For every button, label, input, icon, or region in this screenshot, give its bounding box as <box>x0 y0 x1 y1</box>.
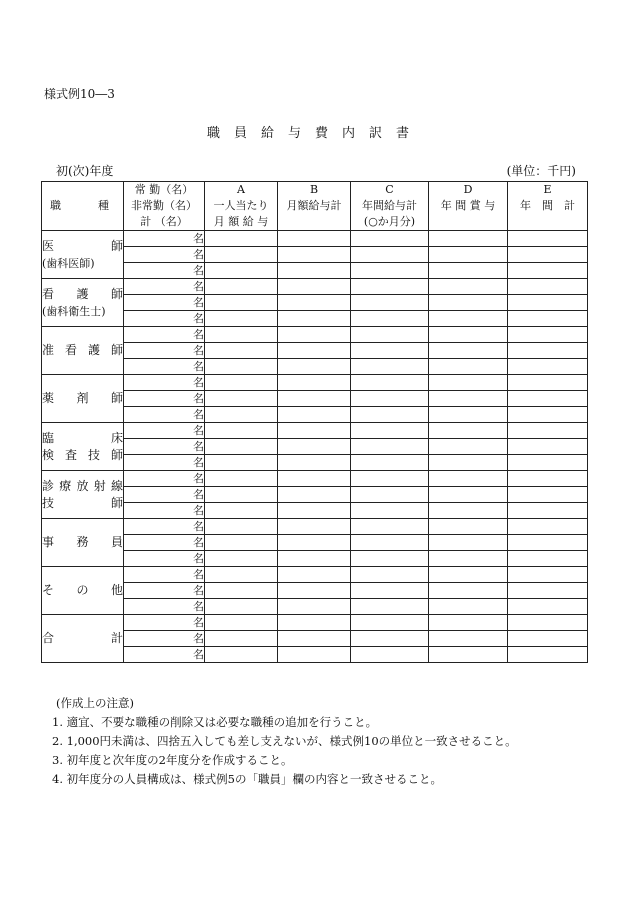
note-item: 3. 初年度と次年度の2年度分を作成すること。 <box>52 753 293 767</box>
amount-cell[interactable] <box>278 567 351 583</box>
table-row <box>42 295 588 311</box>
amount-cell[interactable] <box>508 231 588 247</box>
amount-cell[interactable] <box>429 615 508 631</box>
staff-count-cell[interactable]: 名 <box>124 423 205 439</box>
staff-count-cell[interactable]: 名 <box>124 375 205 391</box>
staff-count-cell[interactable]: 名 <box>124 311 205 327</box>
staff-count-cell[interactable]: 名 <box>124 487 205 503</box>
amount-cell[interactable] <box>351 375 429 391</box>
amount-cell[interactable] <box>278 423 351 439</box>
amount-cell[interactable] <box>508 407 588 423</box>
column-a-header: A 一人当たり 月 額 給 与 <box>205 182 278 231</box>
staff-count-cell[interactable]: 名 <box>124 407 205 423</box>
amount-cell[interactable] <box>351 439 429 455</box>
job-type-header: 職 種 <box>42 182 124 231</box>
job-type-cell: 合 計 <box>42 615 124 663</box>
column-c-header: C 年間給与計 (○か月分) <box>351 182 429 231</box>
amount-cell[interactable] <box>205 583 278 599</box>
amount-cell[interactable] <box>205 519 278 535</box>
staff-count-cell[interactable]: 名 <box>124 263 205 279</box>
note-item: 4. 初年度分の人員構成は、様式例5の「職員」欄の内容と一致させること。 <box>52 772 442 786</box>
amount-cell[interactable] <box>205 631 278 647</box>
page-title: 職員給与費内訳書 <box>206 126 423 141</box>
amount-cell[interactable] <box>508 263 588 279</box>
notes-section <box>48 694 517 789</box>
job-type-cell: 臨 床 検 査 技 師 <box>42 423 124 471</box>
amount-cell[interactable] <box>205 375 278 391</box>
amount-cell[interactable] <box>278 455 351 471</box>
table-row <box>42 279 588 295</box>
amount-cell[interactable] <box>429 455 508 471</box>
amount-cell[interactable] <box>508 247 588 263</box>
amount-cell[interactable] <box>508 567 588 583</box>
amount-cell[interactable] <box>278 471 351 487</box>
amount-cell[interactable] <box>429 343 508 359</box>
staff-count-cell[interactable]: 名 <box>124 471 205 487</box>
amount-cell[interactable] <box>278 615 351 631</box>
unit-label: (単位：千円) <box>506 164 576 178</box>
amount-cell[interactable] <box>278 375 351 391</box>
job-type-cell: 事 務 員 <box>42 519 124 567</box>
amount-cell[interactable] <box>508 439 588 455</box>
table-row <box>42 647 588 663</box>
table-row <box>42 247 588 263</box>
amount-cell[interactable] <box>205 471 278 487</box>
amount-cell[interactable] <box>508 343 588 359</box>
amount-cell[interactable] <box>278 503 351 519</box>
amount-cell[interactable] <box>429 519 508 535</box>
amount-cell[interactable] <box>508 599 588 615</box>
table-body <box>42 231 588 663</box>
table-row <box>42 327 588 343</box>
amount-cell[interactable] <box>351 327 429 343</box>
table-row <box>42 439 588 455</box>
amount-cell[interactable] <box>508 311 588 327</box>
table-row <box>42 631 588 647</box>
column-d-header: D 年 間 賞 与 <box>429 182 508 231</box>
amount-cell[interactable] <box>351 583 429 599</box>
amount-cell[interactable] <box>508 487 588 503</box>
amount-cell[interactable] <box>429 471 508 487</box>
amount-cell[interactable] <box>351 535 429 551</box>
table-row <box>42 359 588 375</box>
amount-cell[interactable] <box>351 567 429 583</box>
amount-cell[interactable] <box>429 247 508 263</box>
amount-cell[interactable] <box>429 359 508 375</box>
table-row <box>42 311 588 327</box>
amount-cell[interactable] <box>205 647 278 663</box>
amount-cell[interactable] <box>278 647 351 663</box>
table-row <box>42 519 588 535</box>
table-row <box>42 423 588 439</box>
note-item: 1. 適宜、不要な職種の削除又は必要な職種の追加を行うこと。 <box>52 715 378 729</box>
staff-count-cell[interactable]: 名 <box>124 599 205 615</box>
amount-cell[interactable] <box>205 343 278 359</box>
amount-cell[interactable] <box>205 295 278 311</box>
amount-cell[interactable] <box>351 279 429 295</box>
amount-cell[interactable] <box>429 583 508 599</box>
staff-count-cell[interactable]: 名 <box>124 583 205 599</box>
amount-cell[interactable] <box>508 519 588 535</box>
staff-count-cell[interactable]: 名 <box>124 631 205 647</box>
amount-cell[interactable] <box>429 487 508 503</box>
amount-cell[interactable] <box>278 359 351 375</box>
staff-count-header: 常 勤（名） 非常勤（名） 計 （名） <box>124 182 205 231</box>
staff-count-cell[interactable]: 名 <box>124 279 205 295</box>
table-row <box>42 535 588 551</box>
amount-cell[interactable] <box>205 439 278 455</box>
staff-count-cell[interactable]: 名 <box>124 647 205 663</box>
amount-cell[interactable] <box>508 455 588 471</box>
amount-cell[interactable] <box>508 583 588 599</box>
amount-cell[interactable] <box>205 231 278 247</box>
amount-cell[interactable] <box>351 263 429 279</box>
amount-cell[interactable] <box>205 567 278 583</box>
staff-count-cell[interactable]: 名 <box>124 439 205 455</box>
table-row <box>42 487 588 503</box>
amount-cell[interactable] <box>429 439 508 455</box>
amount-cell[interactable] <box>429 599 508 615</box>
table-header-row <box>42 182 588 231</box>
amount-cell[interactable] <box>429 647 508 663</box>
staff-count-cell[interactable]: 名 <box>124 535 205 551</box>
amount-cell[interactable] <box>278 311 351 327</box>
amount-cell[interactable] <box>508 503 588 519</box>
amount-cell[interactable] <box>351 231 429 247</box>
amount-cell[interactable] <box>351 503 429 519</box>
form-id: 様式例10―3 <box>44 87 115 101</box>
staff-count-cell[interactable]: 名 <box>124 327 205 343</box>
salary-breakdown-table <box>41 181 588 663</box>
amount-cell[interactable] <box>351 423 429 439</box>
table-row <box>42 503 588 519</box>
amount-cell[interactable] <box>205 599 278 615</box>
amount-cell[interactable] <box>278 599 351 615</box>
staff-count-cell[interactable]: 名 <box>124 455 205 471</box>
job-type-cell: 診 療 放 射 線 技 師 <box>42 471 124 519</box>
staff-count-cell[interactable]: 名 <box>124 343 205 359</box>
amount-cell[interactable] <box>429 407 508 423</box>
table-row <box>42 599 588 615</box>
staff-count-cell[interactable]: 名 <box>124 247 205 263</box>
amount-cell[interactable] <box>278 487 351 503</box>
amount-cell[interactable] <box>351 455 429 471</box>
table-row <box>42 583 588 599</box>
amount-cell[interactable] <box>205 615 278 631</box>
amount-cell[interactable] <box>429 311 508 327</box>
amount-cell[interactable] <box>351 391 429 407</box>
amount-cell[interactable] <box>205 455 278 471</box>
job-type-cell: 准 看 護 師 <box>42 327 124 375</box>
amount-cell[interactable] <box>508 279 588 295</box>
amount-cell[interactable] <box>429 535 508 551</box>
amount-cell[interactable] <box>278 439 351 455</box>
amount-cell[interactable] <box>429 375 508 391</box>
amount-cell[interactable] <box>351 647 429 663</box>
amount-cell[interactable] <box>278 631 351 647</box>
amount-cell[interactable] <box>351 615 429 631</box>
amount-cell[interactable] <box>205 359 278 375</box>
amount-cell[interactable] <box>278 519 351 535</box>
amount-cell[interactable] <box>429 295 508 311</box>
amount-cell[interactable] <box>508 327 588 343</box>
amount-cell[interactable] <box>205 391 278 407</box>
table-row <box>42 471 588 487</box>
job-type-cell: 看 護 師 (歯科衛生士) <box>42 279 124 327</box>
column-b-header: B 月額給与計 <box>278 182 351 231</box>
job-type-cell: 薬 剤 師 <box>42 375 124 423</box>
amount-cell[interactable] <box>508 615 588 631</box>
amount-cell[interactable] <box>205 263 278 279</box>
amount-cell[interactable] <box>429 327 508 343</box>
amount-cell[interactable] <box>508 471 588 487</box>
table-row <box>42 407 588 423</box>
amount-cell[interactable] <box>278 231 351 247</box>
amount-cell[interactable] <box>429 263 508 279</box>
note-item: 2. 1,000円未満は、四捨五入しても差し支えないが、様式例10の単位と一致させること。 <box>52 734 517 748</box>
amount-cell[interactable] <box>205 503 278 519</box>
amount-cell[interactable] <box>351 359 429 375</box>
job-type-cell: そ の 他 <box>42 567 124 615</box>
amount-cell[interactable] <box>205 327 278 343</box>
amount-cell[interactable] <box>508 359 588 375</box>
amount-cell[interactable] <box>508 551 588 567</box>
amount-cell[interactable] <box>351 247 429 263</box>
amount-cell[interactable] <box>278 391 351 407</box>
staff-count-cell[interactable]: 名 <box>124 615 205 631</box>
amount-cell[interactable] <box>351 311 429 327</box>
amount-cell[interactable] <box>429 503 508 519</box>
amount-cell[interactable] <box>278 327 351 343</box>
amount-cell[interactable] <box>429 631 508 647</box>
table-row <box>42 391 588 407</box>
table-row <box>42 263 588 279</box>
table-row <box>42 231 588 247</box>
amount-cell[interactable] <box>205 551 278 567</box>
amount-cell[interactable] <box>205 279 278 295</box>
amount-cell[interactable] <box>508 647 588 663</box>
amount-cell[interactable] <box>429 423 508 439</box>
amount-cell[interactable] <box>278 247 351 263</box>
amount-cell[interactable] <box>508 535 588 551</box>
amount-cell[interactable] <box>278 535 351 551</box>
amount-cell[interactable] <box>351 599 429 615</box>
amount-cell[interactable] <box>508 391 588 407</box>
staff-count-cell[interactable]: 名 <box>124 551 205 567</box>
amount-cell[interactable] <box>278 343 351 359</box>
amount-cell[interactable] <box>429 567 508 583</box>
amount-cell[interactable] <box>508 375 588 391</box>
table-row <box>42 375 588 391</box>
table-row <box>42 615 588 631</box>
staff-count-cell[interactable]: 名 <box>124 503 205 519</box>
table-row <box>42 343 588 359</box>
job-type-cell: 医 師 (歯科医師) <box>42 231 124 279</box>
amount-cell[interactable] <box>351 471 429 487</box>
amount-cell[interactable] <box>508 295 588 311</box>
amount-cell[interactable] <box>429 391 508 407</box>
amount-cell[interactable] <box>351 519 429 535</box>
amount-cell[interactable] <box>205 407 278 423</box>
amount-cell[interactable] <box>429 279 508 295</box>
staff-count-cell[interactable]: 名 <box>124 519 205 535</box>
year-label: 初(次)年度 <box>56 164 114 178</box>
notes-title: (作成上の注意) <box>56 696 134 710</box>
amount-cell[interactable] <box>278 263 351 279</box>
amount-cell[interactable] <box>351 343 429 359</box>
amount-cell[interactable] <box>508 423 588 439</box>
amount-cell[interactable] <box>351 631 429 647</box>
amount-cell[interactable] <box>351 407 429 423</box>
amount-cell[interactable] <box>278 407 351 423</box>
column-e-header: E 年 間 計 <box>508 182 588 231</box>
amount-cell[interactable] <box>508 631 588 647</box>
amount-cell[interactable] <box>205 247 278 263</box>
table-row <box>42 551 588 567</box>
amount-cell[interactable] <box>205 487 278 503</box>
amount-cell[interactable] <box>205 535 278 551</box>
amount-cell[interactable] <box>278 583 351 599</box>
table-row <box>42 455 588 471</box>
table-row <box>42 567 588 583</box>
staff-count-cell[interactable]: 名 <box>124 391 205 407</box>
amount-cell[interactable] <box>351 551 429 567</box>
amount-cell[interactable] <box>205 423 278 439</box>
staff-count-cell[interactable]: 名 <box>124 567 205 583</box>
amount-cell[interactable] <box>205 311 278 327</box>
amount-cell[interactable] <box>429 551 508 567</box>
amount-cell[interactable] <box>278 295 351 311</box>
amount-cell[interactable] <box>429 231 508 247</box>
amount-cell[interactable] <box>278 279 351 295</box>
staff-count-cell[interactable]: 名 <box>124 295 205 311</box>
amount-cell[interactable] <box>351 487 429 503</box>
amount-cell[interactable] <box>351 295 429 311</box>
staff-count-cell[interactable]: 名 <box>124 231 205 247</box>
amount-cell[interactable] <box>278 551 351 567</box>
staff-count-cell[interactable]: 名 <box>124 359 205 375</box>
